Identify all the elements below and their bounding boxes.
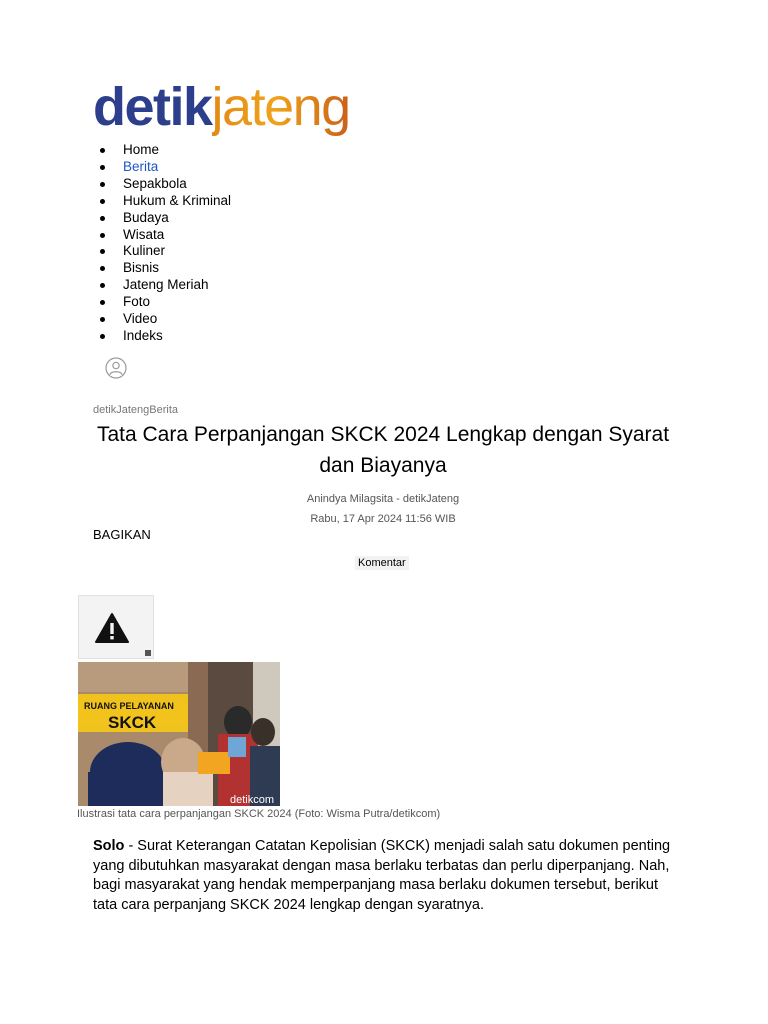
article-photo[interactable] [78,662,280,806]
nav-link[interactable]: Video [123,311,158,327]
breadcrumb-site[interactable]: detikJateng [93,404,150,416]
lead-dateline: Solo [93,838,125,854]
broken-image-placeholder [78,595,154,659]
nav-link[interactable]: Berita [123,158,159,174]
nav-item-home[interactable] [100,142,231,159]
nav-item-kuliner[interactable] [100,243,231,260]
nav-link[interactable]: Jateng Meriah [123,277,209,293]
nav-link[interactable]: Budaya [123,209,169,225]
comment-button[interactable]: Komentar [355,556,409,570]
nav-link[interactable]: Wisata [123,226,165,242]
warning-triangle-icon [94,612,130,644]
article-author: Anindya Milagsita - detikJateng [306,493,460,505]
nav-item-jateng-meriah[interactable] [100,277,231,294]
nav-link[interactable]: Sepakbola [123,175,187,191]
nav-link[interactable]: Indeks [123,327,163,343]
lead-text: - Surat Keterangan Catatan Kepolisian (SKCK) menjadi salah satu dokumen penting yang dibutuhkan masyarakat dengan masa berlaku terbatas dan perlu diperpanjang. Nah, bagi masyarakat yang hendak memperpanjang masa berlaku dokumen tersebut, berikut tata cara perpanjang SKCK 2024 lengkap dengan syaratnya. [93,838,671,913]
main-nav [100,142,231,345]
nav-item-hukum-kriminal[interactable] [100,193,231,210]
photo-caption: Ilustrasi tata cara perpanjangan SKCK 2024 (Foto: Wisma Putra/detikcom) [77,808,441,820]
article-lead-paragraph [93,837,673,915]
breadcrumb [93,404,178,416]
photo-sign-line1: RUANG PELAYANAN [84,701,174,711]
logo-detik: detik [93,77,212,137]
article-date: Rabu, 17 Apr 2024 11:56 WIB [310,513,456,525]
share-label[interactable]: BAGIKAN [93,527,151,542]
nav-item-indeks[interactable] [100,328,231,345]
nav-item-bisnis[interactable] [100,260,231,277]
nav-link[interactable]: Hukum & Kriminal [123,192,232,208]
photo-sign-line2: SKCK [108,713,157,732]
photo-watermark: detikcom [230,794,275,806]
nav-item-sepakbola[interactable] [100,176,231,193]
nav-item-video[interactable] [100,311,231,328]
nav-link[interactable]: Kuliner [123,243,166,259]
photo-illustration [78,662,280,806]
nav-item-foto[interactable] [100,294,231,311]
nav-item-wisata[interactable] [100,227,231,244]
site-logo[interactable] [93,77,350,137]
user-circle-icon[interactable] [105,357,127,379]
nav-link[interactable]: Home [123,142,160,157]
breadcrumb-section[interactable]: Berita [149,404,179,416]
image-corner-marker [145,650,151,656]
logo-jateng: jateng [211,77,350,137]
nav-item-budaya[interactable] [100,210,231,227]
article-title: Tata Cara Perpanjangan SKCK 2024 Lengkap dengan Syarat dan Biayanya [96,423,670,477]
nav-link[interactable]: Bisnis [123,260,160,276]
nav-item-berita[interactable] [100,159,231,176]
nav-link[interactable]: Foto [123,294,151,310]
